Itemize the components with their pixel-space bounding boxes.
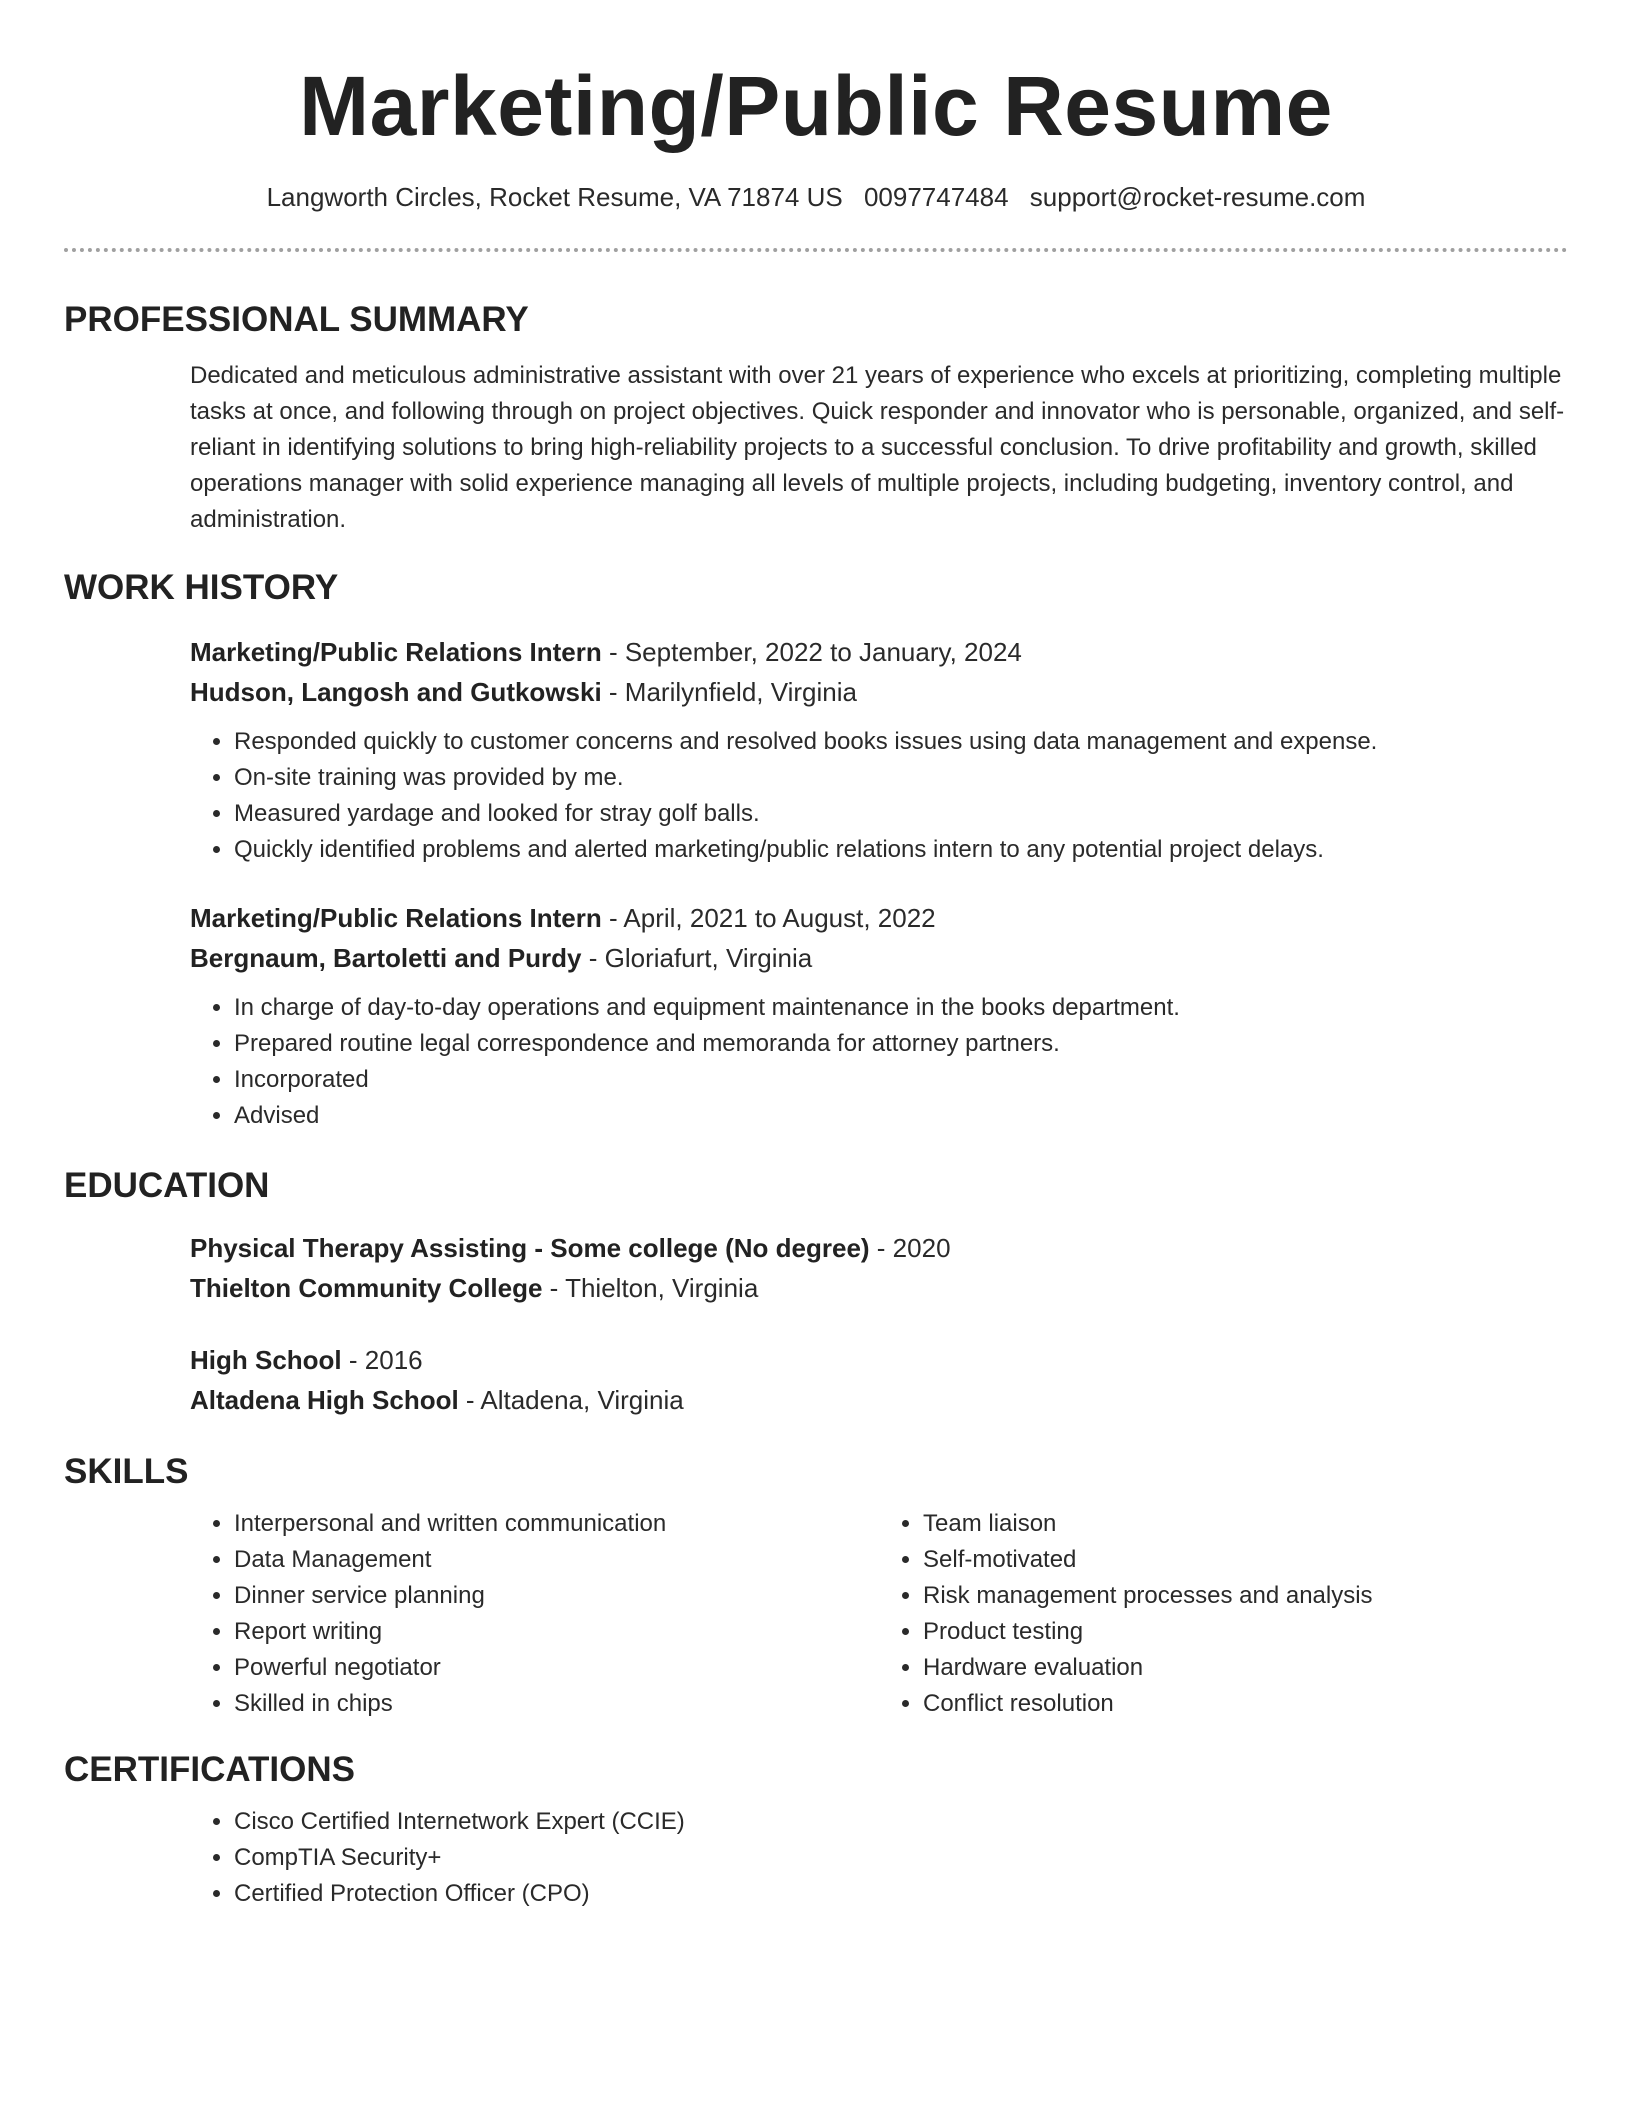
education-school: Thielton Community College xyxy=(190,1273,543,1303)
job-duties xyxy=(190,724,1568,868)
job-role: Marketing/Public Relations Intern xyxy=(190,637,602,667)
skill-item: • Skilled in chips xyxy=(234,1686,879,1722)
education-location: - Thielton, Virginia xyxy=(542,1273,759,1303)
job-duty: • In charge of day-to-day operations and equipment maintenance in the books department. xyxy=(234,990,1568,1026)
education-section xyxy=(64,1228,1568,1420)
certification-item: • CompTIA Security+ xyxy=(234,1840,1568,1876)
section-title-work-history: WORK HISTORY xyxy=(64,568,339,607)
skills-grid xyxy=(190,1506,1568,1722)
header-divider xyxy=(64,248,1568,252)
job-duty: • Quickly identified problems and alerted marketing/public relations intern to any potential project delays. xyxy=(234,832,1568,868)
education-school: Altadena High School xyxy=(190,1385,459,1415)
job-dates: - April, 2021 to August, 2022 xyxy=(601,903,936,933)
education-school-line xyxy=(190,1380,1568,1420)
skill-item: • Conflict resolution xyxy=(923,1686,1568,1722)
job-location: - Gloriafurt, Virginia xyxy=(581,943,813,973)
job-duty: • Prepared routine legal correspondence and memoranda for attorney partners. xyxy=(234,1026,1568,1062)
summary-section xyxy=(64,358,1568,538)
education-degree-line xyxy=(190,1340,1568,1380)
certifications-section xyxy=(64,1804,1568,1912)
skills-column-left xyxy=(190,1506,879,1722)
education-school-line xyxy=(190,1268,1568,1308)
section-title-summary: PROFESSIONAL SUMMARY xyxy=(64,300,529,339)
job-duty: • On-site training was provided by me. xyxy=(234,760,1568,796)
education-year: - 2020 xyxy=(869,1233,951,1263)
job-duties xyxy=(190,990,1568,1134)
section-title-certifications: CERTIFICATIONS xyxy=(64,1750,356,1789)
contact-address: Langworth Circles, Rocket Resume, VA 71874 US xyxy=(266,182,843,212)
certifications-list xyxy=(190,1804,1568,1912)
certification-item: • Certified Protection Officer (CPO) xyxy=(234,1876,1568,1912)
skill-item: • Powerful negotiator xyxy=(234,1650,879,1686)
job-company: Hudson, Langosh and Gutkowski xyxy=(190,677,602,707)
education-entry xyxy=(190,1340,1568,1420)
skill-item: • Product testing xyxy=(923,1614,1568,1650)
education-degree: Physical Therapy Assisting - Some college (No degree) xyxy=(190,1233,870,1263)
job-role: Marketing/Public Relations Intern xyxy=(190,903,602,933)
job-role-line xyxy=(190,898,1568,938)
education-degree-line xyxy=(190,1228,1568,1268)
education-entry xyxy=(190,1228,1568,1308)
skill-item: • Interpersonal and written communication xyxy=(234,1506,879,1542)
resume-name: Marketing/Public Resume xyxy=(299,59,1333,153)
job-company: Bergnaum, Bartoletti and Purdy xyxy=(190,943,582,973)
job-company-line xyxy=(190,938,1568,978)
job-duty: • Advised xyxy=(234,1098,1568,1134)
skill-item: • Data Management xyxy=(234,1542,879,1578)
contact-line xyxy=(64,180,1568,214)
summary-text: Dedicated and meticulous administrative assistant with over 21 years of experience who excels at prioritizing, completing multiple tasks at once, and following through on project objectives. Quick responder and innovator who is personable, organized, and self-reliant in identifying solutions to bring high-reliability projects to a successful conclusion. To drive profitability and growth, skilled operations manager with solid experience managing all levels of multiple projects, including budgeting, inventory control, and administration. xyxy=(190,362,1565,533)
job-location: - Marilynfield, Virginia xyxy=(601,677,857,707)
section-title-skills: SKILLS xyxy=(64,1452,189,1491)
job-entry xyxy=(190,632,1568,868)
section-title-education: EDUCATION xyxy=(64,1166,270,1205)
job-duty: • Responded quickly to customer concerns and resolved books issues using data management and expense. xyxy=(234,724,1568,760)
education-year: - 2016 xyxy=(341,1345,423,1375)
skill-item: • Team liaison xyxy=(923,1506,1568,1542)
job-duty: • Incorporated xyxy=(234,1062,1568,1098)
skill-item: • Report writing xyxy=(234,1614,879,1650)
contact-email: support@rocket-resume.com xyxy=(1029,182,1366,212)
education-degree: High School xyxy=(190,1345,342,1375)
job-duty: • Measured yardage and looked for stray golf balls. xyxy=(234,796,1568,832)
skill-item: • Risk management processes and analysis xyxy=(923,1578,1568,1614)
certification-item: • Cisco Certified Internetwork Expert (CCIE) xyxy=(234,1804,1568,1840)
skills-section xyxy=(64,1506,1568,1722)
skill-item: • Self-motivated xyxy=(923,1542,1568,1578)
work-history-section xyxy=(64,632,1568,1134)
contact-phone: 0097747484 xyxy=(863,182,1009,212)
job-entry xyxy=(190,898,1568,1134)
job-company-line xyxy=(190,672,1568,712)
skill-item: • Hardware evaluation xyxy=(923,1650,1568,1686)
skill-item: • Dinner service planning xyxy=(234,1578,879,1614)
job-role-line xyxy=(190,632,1568,672)
education-location: - Altadena, Virginia xyxy=(458,1385,684,1415)
skills-column-right xyxy=(879,1506,1568,1722)
job-dates: - September, 2022 to January, 2024 xyxy=(601,637,1022,667)
